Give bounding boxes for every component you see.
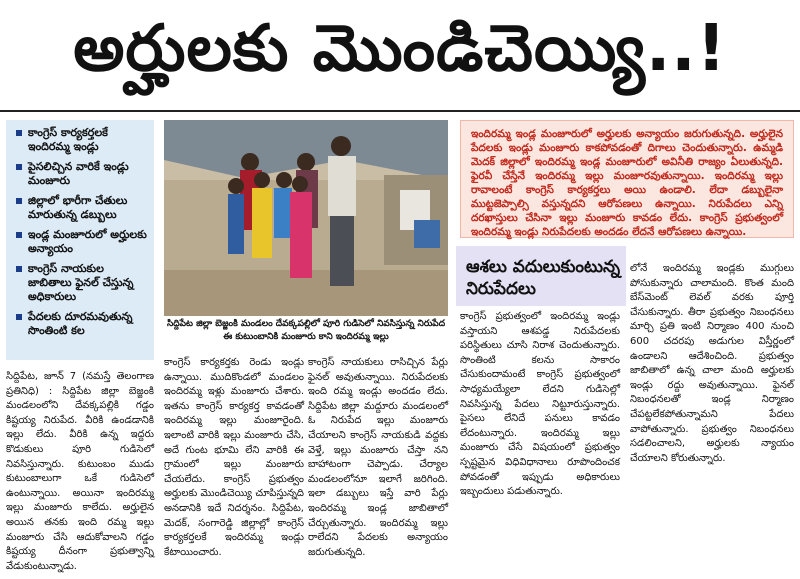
headline: అర్హులకు మొండిచెయ్యి..! [73, 11, 727, 86]
article-column-5: లోనే ఇందిరమ్మ ఇండ్లకు ముగ్గులు పోసుకున్నారు చాలామంది. కొంత మంది బేస్‌మెంట్ లెవల్ వరకు పూర్తి చేసుకున్నారు. తీరా ప్రభుత్వం నిబంధనలు మార్చి ప్రతి ఇంటి నిర్మాణం 400 నుంచి 600 చదరపు అడుగుల విస్తీర్ణంలో ఉండాలని ఆదేశించింది. ప్రభుత్వం జాబితాలో ఉన్న చాలా మంది అర్హులకు ఇండ్లు రద్దు అవుతున్నాయి. ఫైనల్ నిబంధనలతో ఇండ్ల నిర్మాణం చేపట్టలేకపోతున్నామని పేదలు వాపోతున్నారు. ప్రభుత్వం నిబంధనలు సడలించాలని, అర్హులకు న్యాయం చేయాలని కోరుతున్నారు. [630, 263, 794, 464]
headline-divider [0, 110, 800, 112]
highlight-summary-box: ఇందిరమ్మ ఇండ్ల మంజూరులో అర్హులకు అన్యాయం జరుగుతున్నది. అర్హులైన పేదలకు ఇండ్లు మంజూరు కాకపోవడంతో దిగాలు చెందుతున్నారు. ఉమ్మడి మెదక్ జిల్లాలో ఇందిరమ్మ ఇండ్ల మంజూరులో అవినీతి రాజ్యం ఏలుతున్నది. ఫైరవీ చేస్తేనే ఇందిరమ్మ ఇల్లు మంజూరవుతున్నాయి. ఇందిరమ్మ ఇల్లు రావాలంటే కాంగ్రెస్ కార్యకర్తలు అయి ఉండాలి. లేదా డబ్బులైనా ముట్టజెప్పాల్సి వస్తున్నదని ఆరోపణలు ఉన్నాయి. నిరుపేదలు ఎన్ని దరఖాస్తులు చేసినా ఇల్లు మంజూరు కావడం లేదు. కాంగ్రెస్ ప్రభుత్వంలో ఇందిరమ్మ ఇండ్లు నిరుపేదలకు అందడం లేదనే ఆరోపణలు ఉన్నాయి. [460, 120, 794, 238]
highlight-item: కాంగ్రెస్ నాయకుల జాబితాలు ఫైనల్ చేస్తున్న అధికారులు [16, 262, 148, 304]
family-photo [164, 120, 448, 316]
highlight-item: కాంగ్రెస్ కార్యకర్తలకే ఇందిరమ్మ ఇండ్లు [16, 126, 148, 154]
article-column-3: కాంగ్రెస్ నాయకులు రాసిచ్చిన పేర్లు ఫైనల్ అవుతున్నాయి. నిరుపేదలకు ఇంది రమ్మ ఇండ్లు అందడం లేదు. సిద్దిపేట జిల్లా మద్దూరు మండలంలో ఓ నిరుపేద ఇల్లు మంజూరు చేయాలని కాంగ్రెస్ నాయకుడి వద్దకు వెళ్తే, ఇల్లు మంజూరు చేస్తా నని బాహాటంగా చెప్పాడు. చేర్యాల మండలంలోనూ ఇలాగే జరిగింది. ఇలా డబ్బులు ఇస్తే వారి పేర్లు ఇందిరమ్మ ఇండ్ల జాబితాలో చేర్చుతున్నారు. ఇందిరమ్మ ఇల్లు రాలేదని పేదలకు అన్యాయం జరుగుతున్నది. [308, 357, 448, 558]
article-column-2: కాంగ్రెస్ కార్యకర్తకు రెండు ఇండ్లు ఉన్నాయి. ముదికొండలో మండలం ఇందిరమ్మ ఇళ్లు మంజూరు చేశారు. ఇతను కాంగ్రెస్ కార్యకర్త కావడంతో ఇందిరమ్మ ఇల్లు మంజూరైంది. ఇలాంటి వారికి ఇల్లు మంజూరు చేసి, అదే గుంట భూమి లేని వారికి ఈ గ్రామంలో ఇల్లు మంజూరు చేయలేదు. కాంగ్రెస్ ప్రభుత్వం అర్హులకు మొండిచెయ్యి చూపిస్తున్నది అనడానికి ఇదే నిదర్శనం. సిద్దిపేట, మెదక్, సంగారెడ్డి జిల్లాల్లో కాంగ్రెస్ కార్యకర్తలకే ఇందిరమ్మ ఇండ్లు కేటాయించారు. [164, 357, 304, 558]
highlight-item: పేదలకు దూరమవుతున్న సొంతింటి కల [16, 310, 148, 338]
article-column-1: సిద్దిపేట, జూన్ 7 (నమస్తే తెలంగాణ ప్రతినిధి) : సిద్దిపేట జిల్లా బెజ్జంకి మండలంలోని దేవక్కపల్లికి గడ్డం కిష్టయ్య నిరుపేద. వీరికి ఉండడానికి ఇల్లు లేదు. వీరికి ఉన్న ఇద్దరు కొడుకులు పూరి గుడిసెలో నివసిస్తున్నారు. కుటుంబం ముడు కుటుంబాలుగా ఒకే గుడిసెలో ఉంటున్నాయి. అయినా ఇందిరమ్మ ఇల్లు మంజూరు కాలేదు. అర్హులైన అయిన తనకు ఇంది రమ్మ ఇల్లు మంజూరు చేసి ఆదుకోవాలని గడ్డం కిష్టయ్య దీనంగా ప్రభుత్వాన్ని వేడుకుంటున్నాడు. [6, 371, 154, 572]
highlight-item: జిల్లాలో భారీగా చేతులు మారుతున్న డబ్బులు [16, 194, 148, 222]
subheading: ఆశలు వదులుకుంటున్న నిరుపేదలు [466, 257, 621, 299]
highlights-box [6, 120, 154, 360]
highlight-item: పైసలిచ్చిన వారికే ఇండ్లు మంజూరు [16, 160, 148, 188]
article-column-4: కాంగ్రెస్ ప్రభుత్వంలో ఇందిరమ్మ ఇండ్లు వస్తాయని ఆశపడ్డ నిరుపేదలకు పరిస్థితులు చూసి నిరాశ చెందుతున్నారు. సొంతింటి కలను సాకారం చేసుకుందామంటే కాంగ్రెస్ ప్రభుత్వంలో సాధ్యమయ్యేలా లేదని గుడిసెల్లో నివసిస్తున్న పేదలు నిట్టూరుస్తున్నారు. పైసలు లేనిదే పనులు కావడం లేదంటున్నారు. ఇందిరమ్మ ఇల్లు మంజూరు చేసే విషయంలో ప్రభుత్వం స్పష్టమైన విధివిధానాలు రూపొందించక పోవడంతో ఇప్పుడు అధికారులు ఇబ్బందులు పడుతున్నారు. [460, 311, 620, 498]
highlights-list [16, 126, 148, 338]
family-photo-illustration [164, 120, 448, 316]
highlight-item: ఇండ్ల మంజూరులో అర్హులకు అన్యాయం [16, 228, 148, 256]
photo-caption: సిద్దిపేట జిల్లా బెజ్జంకి మండలం దేవక్కపల్లిలో పూరి గుడిసెలో నివసిస్తున్న నిరుపేద ఈ కుటుంబానికి మంజూరు కాని ఇందిరమ్మ ఇల్లు [166, 319, 446, 342]
